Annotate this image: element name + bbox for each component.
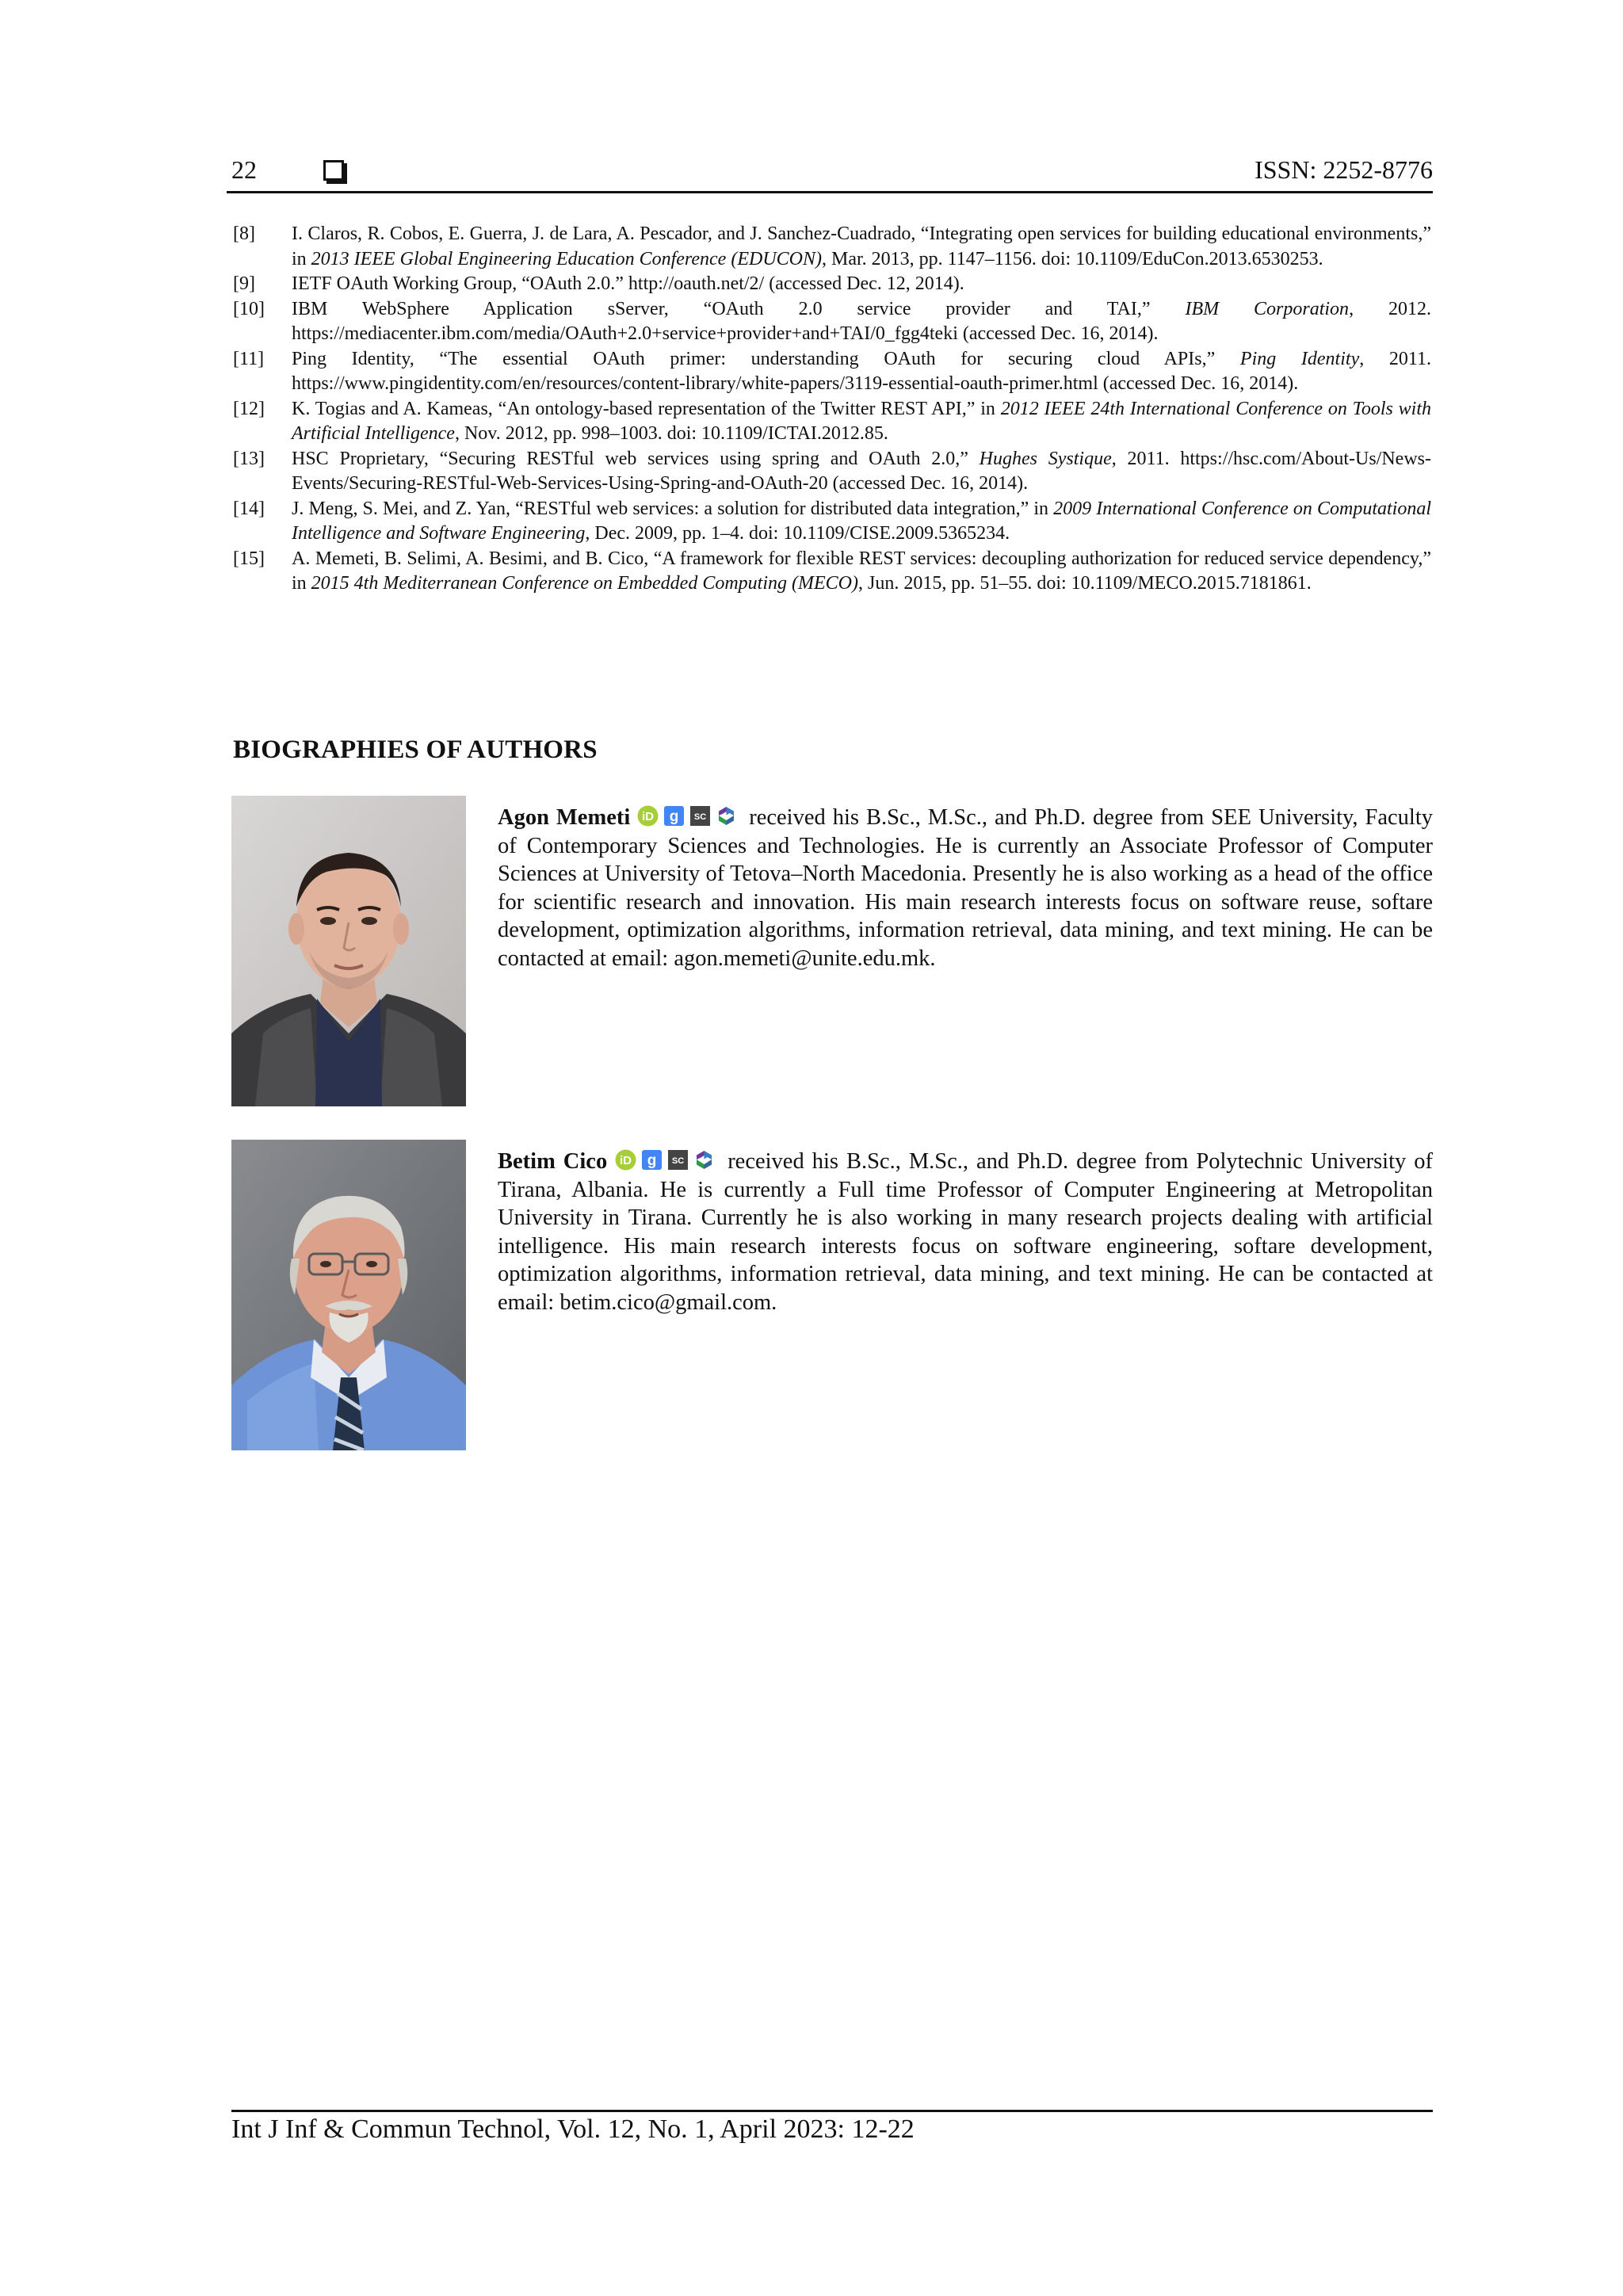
reference-text: K. Togias and A. Kameas, “An ontology-based representation of the Twitter REST API,” in 2012 IEEE 24th International Conference on Tools with Artificial Intelligence, Nov. 2012, pp. 998–1003. doi: 10.1109/ICTAI.2012.85. [292,398,1432,444]
header-rule [227,191,1433,193]
reference-text: HSC Proprietary, “Securing RESTful web services using spring and OAuth 2.0,” Hughes Systique, 2011. https://hsc.com/About-Us/News-Events/Securing-RESTful-Web-Services-Using-Spring-and-OAuth-20 (accessed Dec. 16, 2014). [292,448,1431,494]
reference-item [233,397,1431,447]
reference-item [233,297,1431,347]
footer-rule [231,2110,1433,2112]
google-scholar-icon[interactable] [641,1149,663,1171]
svg-text:iD: iD [620,1154,632,1167]
author-photo-memeti [231,796,466,1106]
author-photo-cico [231,1140,466,1450]
svg-text:SC: SC [672,1156,685,1166]
biographies-heading: BIOGRAPHIES OF AUTHORS [233,735,598,764]
reference-text: IBM WebSphere Application sServer, “OAuth 2.0 service provider and TAI,” IBM Corporation, 2012. https://mediacenter.ibm.com/media/OAuth+2.0+service+provider+and+TAI/0_fgg4teki (accessed Dec. 16, 2014). [292,298,1431,344]
author-bio-text: received his B.Sc., M.Sc., and Ph.D. degree from SEE University, Faculty of Contemporary Sciences and Technologies. He is currently an Associate Professor of Computer Sciences at University of Tetova–North Macedonia. Presently he is also working as a head of the office for scientific research and innovation. His main research interests focus on software reuse, softare development, optimization algorithms, information retrieval, data mining, and text mining. He can be contacted at email: agon.memeti@unite.edu.mk. [498,805,1434,971]
reference-number: [12] [233,398,265,419]
running-header [231,155,1433,187]
publons-icon[interactable] [693,1149,715,1171]
reference-item [233,497,1431,547]
reference-item [233,347,1431,397]
reference-number: [8] [233,223,255,244]
reference-text: J. Meng, S. Mei, and Z. Yan, “RESTful web services: a solution for distributed data integration,” in 2009 International Conference on Computational Intelligence and Software Engineering, Dec. 2009, pp. 1–4. doi: 10.1109/CISE.2009.5365234. [292,498,1432,544]
reference-number: [15] [233,548,265,569]
reference-item [233,547,1431,597]
reference-text: Ping Identity, “The essential OAuth primer: understanding OAuth for securing cloud APIs,” Ping Identity, 2011. https://www.pingidentity.com/en/resources/content-library/white-papers/3119-essential-oauth-primer.html (accessed Dec. 16, 2014). [292,348,1431,394]
author-bio-memeti [498,804,1433,972]
reference-text: I. Claros, R. Cobos, E. Guerra, J. de Lara, A. Pescador, and J. Sanchez-Cuadrado, “Integrating open services for building educational environments,” in 2013 IEEE Global Engineering Education Conference (EDUCON), Mar. 2013, pp. 1147–1156. doi: 10.1109/EduCon.2013.6530253. [292,223,1431,269]
reference-item [233,447,1431,497]
reference-item [233,222,1431,272]
reference-number: [10] [233,298,265,319]
svg-text:SC: SC [694,812,707,822]
orcid-icon[interactable] [637,805,659,827]
reference-number: [9] [233,273,255,294]
author-name: Betim Cico [498,1149,608,1174]
reference-item [233,272,1431,297]
author-bio-cico [498,1148,1433,1316]
issn: ISSN: 2252-8776 [1254,155,1433,184]
reference-text: IETF OAuth Working Group, “OAuth 2.0.” http://oauth.net/2/ (accessed Dec. 12, 2014). [292,273,964,294]
journal-footer: Int J Inf & Commun Technol, Vol. 12, No. 1, April 2023: 12-22 [231,2115,915,2144]
orcid-icon[interactable] [615,1149,636,1171]
reference-text: A. Memeti, B. Selimi, A. Besimi, and B. Cico, “A framework for flexible REST services: decoupling authorization for reduced service dependency,” in 2015 4th Mediterranean Conference on Embedded Computing (MECO), Jun. 2015, pp. 51–55. doi: 10.1109/MECO.2015.7181861. [292,548,1431,594]
svg-text:g: g [669,808,679,825]
page-number: 22 [231,155,257,184]
scopus-icon[interactable] [689,805,711,827]
reference-number: [14] [233,498,265,519]
author-name: Agon Memeti [498,805,631,830]
reference-number: [13] [233,448,265,469]
author-bio-text: received his B.Sc., M.Sc., and Ph.D. degree from Polytechnic University of Tirana, Albania. He is currently a Full time Professor of Computer Engineering at Metropolitan University in Tirana. Currently he is also working in many research projects dealing with artificial intelligence. His main research interests focus on software engineering, softare development, optimization algorithms, information retrieval, data mining, and text mining. He can be contacted at email: betim.cico@gmail.com. [498,1149,1433,1315]
svg-text:g: g [647,1152,657,1169]
reference-number: [11] [233,348,265,369]
scopus-icon[interactable] [667,1149,689,1171]
google-scholar-icon[interactable] [663,805,685,827]
square-bullet-icon [323,160,344,181]
reference-list [233,222,1431,597]
publons-icon[interactable] [716,805,737,827]
svg-text:iD: iD [642,810,655,823]
